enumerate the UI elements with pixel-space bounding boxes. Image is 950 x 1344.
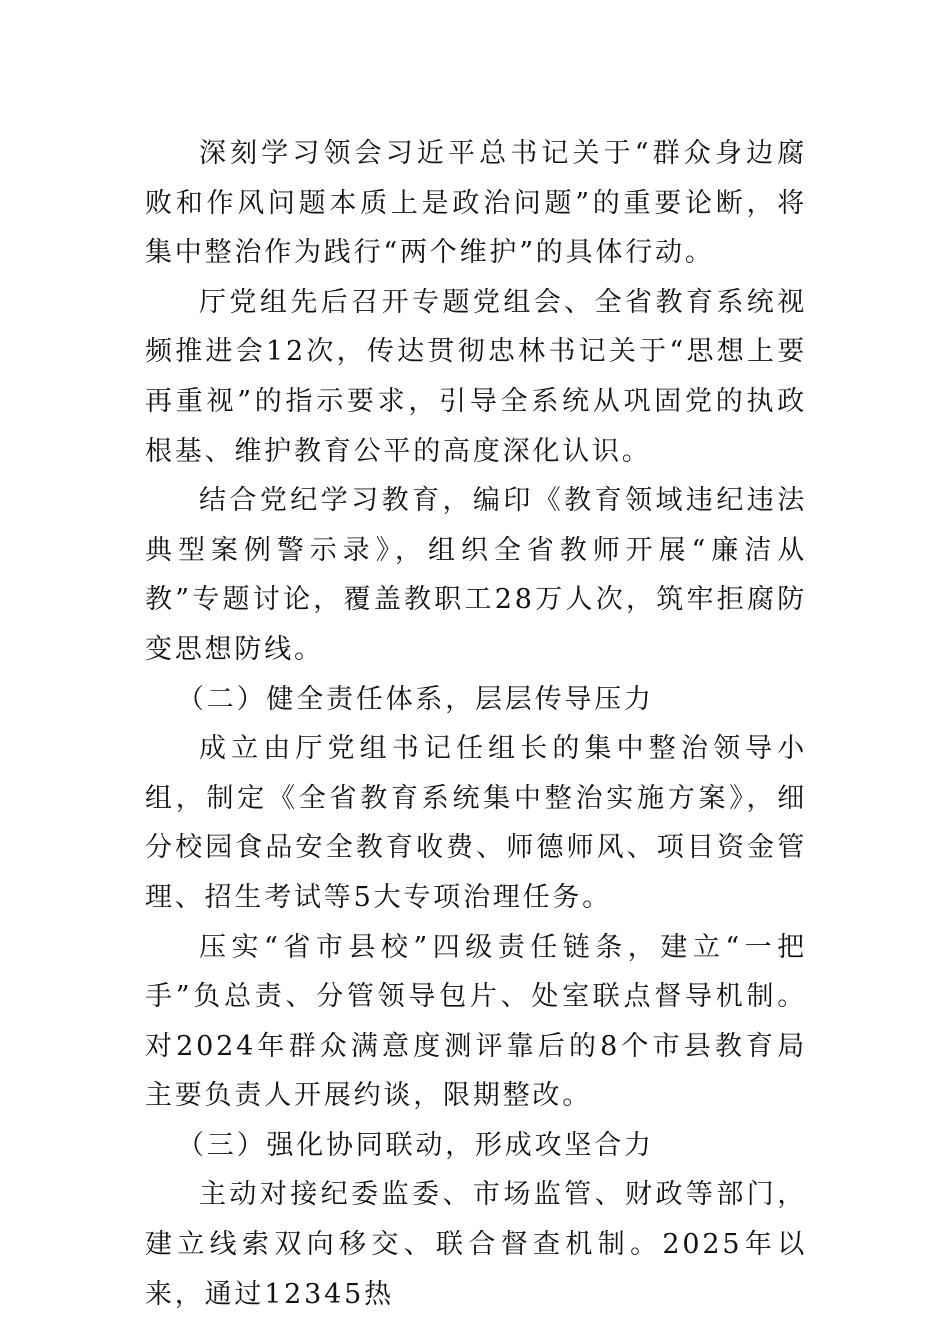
section-heading-2: （二）健全责任体系，层层传导压力 <box>177 683 654 715</box>
paragraph-6: 主动对接纪委监委、市场监管、财政等部门，建立线索双向移交、联合督查机制。2025年以来，通过12345热 <box>145 1179 807 1310</box>
document-page <box>145 129 807 1319</box>
paragraph-3: 结合党纪学习教育，编印《教育领域违纪违法典型案例警示录》，组织全省教师开展“廉洁从教”专题讨论，覆盖教职工28万人次，筑牢拒腐防变思想防线。 <box>145 485 807 665</box>
section-heading-3: （三）强化协同联动，形成攻坚合力 <box>177 1129 654 1161</box>
paragraph-4: 成立由厅党组书记任组长的集中整治领导小组，制定《全省教育系统集中整治实施方案》，细分校园食品安全教育收费、师德师风、项目资金管理、招生考试等5大专项治理任务。 <box>145 733 807 913</box>
paragraph-5: 压实“省市县校”四级责任链条，建立“一把手”负总责、分管领导包片、处室联点督导机制。对2024年群众满意度测评靠后的8个市县教育局主要负责人开展约谈，限期整改。 <box>145 931 807 1112</box>
paragraph-1: 深刻学习领会习近平总书记关于“群众身边腐败和作风问题本质上是政治问题”的重要论断，将集中整治作为践行“两个维护”的具体行动。 <box>145 138 807 269</box>
paragraph-2: 厅党组先后召开专题党组会、全省教育系统视频推进会12次，传达贯彻忠林书记关于“思想上要再重视”的指示要求，引导全系统从巩固党的执政根基、维护教育公平的高度深化认识。 <box>145 286 807 467</box>
